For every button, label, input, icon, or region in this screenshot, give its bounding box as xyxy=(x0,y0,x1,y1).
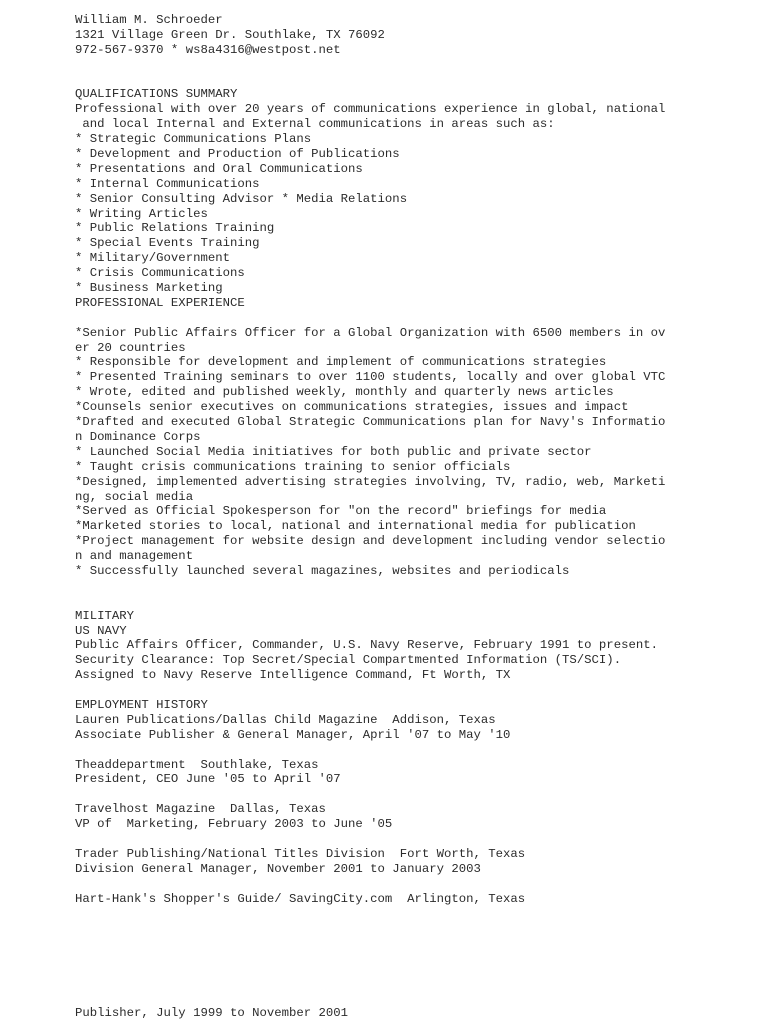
resume-line: * Presentations and Oral Communications xyxy=(75,161,363,176)
resume-line: * Wrote, edited and published weekly, monthly and quarterly news articles xyxy=(75,385,614,400)
resume-line: * Crisis Communications xyxy=(75,266,245,281)
resume-line: and local Internal and External communications in areas such as: xyxy=(75,117,555,132)
resume-line: Assigned to Navy Reserve Intelligence Command, Ft Worth, TX xyxy=(75,668,511,683)
resume-body xyxy=(75,13,755,906)
resume-line: * Writing Articles xyxy=(75,206,208,221)
resume-line: n and management xyxy=(75,549,194,564)
resume-line: *Drafted and executed Global Strategic Communications plan for Navy's Informatio xyxy=(75,415,666,430)
resume-line: * Internal Communications xyxy=(75,176,260,191)
resume-line: Professional with over 20 years of communications experience in global, national xyxy=(75,102,666,117)
resume-line: *Senior Public Affairs Officer for a Global Organization with 6500 members in ov xyxy=(75,325,666,340)
resume-line: * Strategic Communications Plans xyxy=(75,132,312,147)
resume-line: William M. Schroeder xyxy=(75,13,223,27)
resume-line: Lauren Publications/Dallas Child Magazine Addison, Texas xyxy=(75,712,496,727)
resume-line: *Served as Official Spokesperson for "on the record" briefings for media xyxy=(75,504,607,519)
resume-line: Public Affairs Officer, Commander, U.S. Navy Reserve, February 1991 to present. xyxy=(75,638,658,653)
resume-line: ng, social media xyxy=(75,489,194,504)
resume-line: *Marketed stories to local, national and international media for publication xyxy=(75,519,636,534)
blank-line xyxy=(75,683,755,698)
resume-line: * Successfully launched several magazines, websites and periodicals xyxy=(75,563,570,578)
resume-line: Division General Manager, November 2001 to January 2003 xyxy=(75,861,481,876)
resume-line: * Business Marketing xyxy=(75,281,223,296)
blank-line xyxy=(75,832,755,847)
resume-line: * Launched Social Media initiatives for both public and private sector xyxy=(75,444,592,459)
resume-line: US NAVY xyxy=(75,623,127,638)
resume-line: * Presented Training seminars to over 1100 students, locally and over global VTC xyxy=(75,370,666,385)
blank-line xyxy=(75,787,755,802)
blank-line xyxy=(75,73,755,88)
blank-line xyxy=(75,579,755,594)
blank-line xyxy=(75,877,755,892)
resume-line: President, CEO June '05 to April '07 xyxy=(75,772,341,787)
resume-line: * Responsible for development and implement of communications strategies xyxy=(75,355,607,370)
blank-line xyxy=(75,743,755,758)
blank-line xyxy=(75,594,755,609)
resume-line: *Counsels senior executives on communications strategies, issues and impact xyxy=(75,400,629,415)
resume-line: VP of Marketing, February 2003 to June '05 xyxy=(75,817,393,832)
resume-line: *Designed, implemented advertising strategies involving, TV, radio, web, Marketi xyxy=(75,474,666,489)
resume-line: * Taught crisis communications training to senior officials xyxy=(75,459,511,474)
resume-line: * Special Events Training xyxy=(75,236,260,251)
resume-line: * Military/Government xyxy=(75,251,230,266)
resume-footer-line: Publisher, July 1999 to November 2001 xyxy=(75,1006,349,1020)
resume-line: er 20 countries xyxy=(75,340,186,355)
resume-line: *Project management for website design and development including vendor selectio xyxy=(75,534,666,549)
resume-line: EMPLOYMENT HISTORY xyxy=(75,697,208,712)
resume-line: n Dominance Corps xyxy=(75,429,201,444)
resume-line: Travelhost Magazine Dallas, Texas xyxy=(75,802,326,817)
resume-line: Hart-Hank's Shopper's Guide/ SavingCity.com Arlington, Texas xyxy=(75,891,526,906)
resume-line: * Senior Consulting Advisor * Media Relations xyxy=(75,191,408,206)
blank-line xyxy=(75,311,755,326)
resume-line: MILITARY xyxy=(75,608,135,623)
resume-line: PROFESSIONAL EXPERIENCE xyxy=(75,295,245,310)
resume-line: QUALIFICATIONS SUMMARY xyxy=(75,87,238,102)
resume-line: Theaddepartment Southlake, Texas xyxy=(75,757,319,772)
blank-line xyxy=(75,58,755,73)
resume-line: Trader Publishing/National Titles Division Fort Worth, Texas xyxy=(75,846,526,861)
resume-line: 1321 Village Green Dr. Southlake, TX 76092 xyxy=(75,27,385,42)
resume-line: Security Clearance: Top Secret/Special Compartmented Information (TS/SCI). xyxy=(75,653,622,668)
resume-line: * Development and Production of Publications xyxy=(75,147,400,162)
resume-line: * Public Relations Training xyxy=(75,221,275,236)
resume-line: Associate Publisher & General Manager, April '07 to May '10 xyxy=(75,727,511,742)
resume-line: 972-567-9370 * ws8a4316@westpost.net xyxy=(75,42,341,57)
